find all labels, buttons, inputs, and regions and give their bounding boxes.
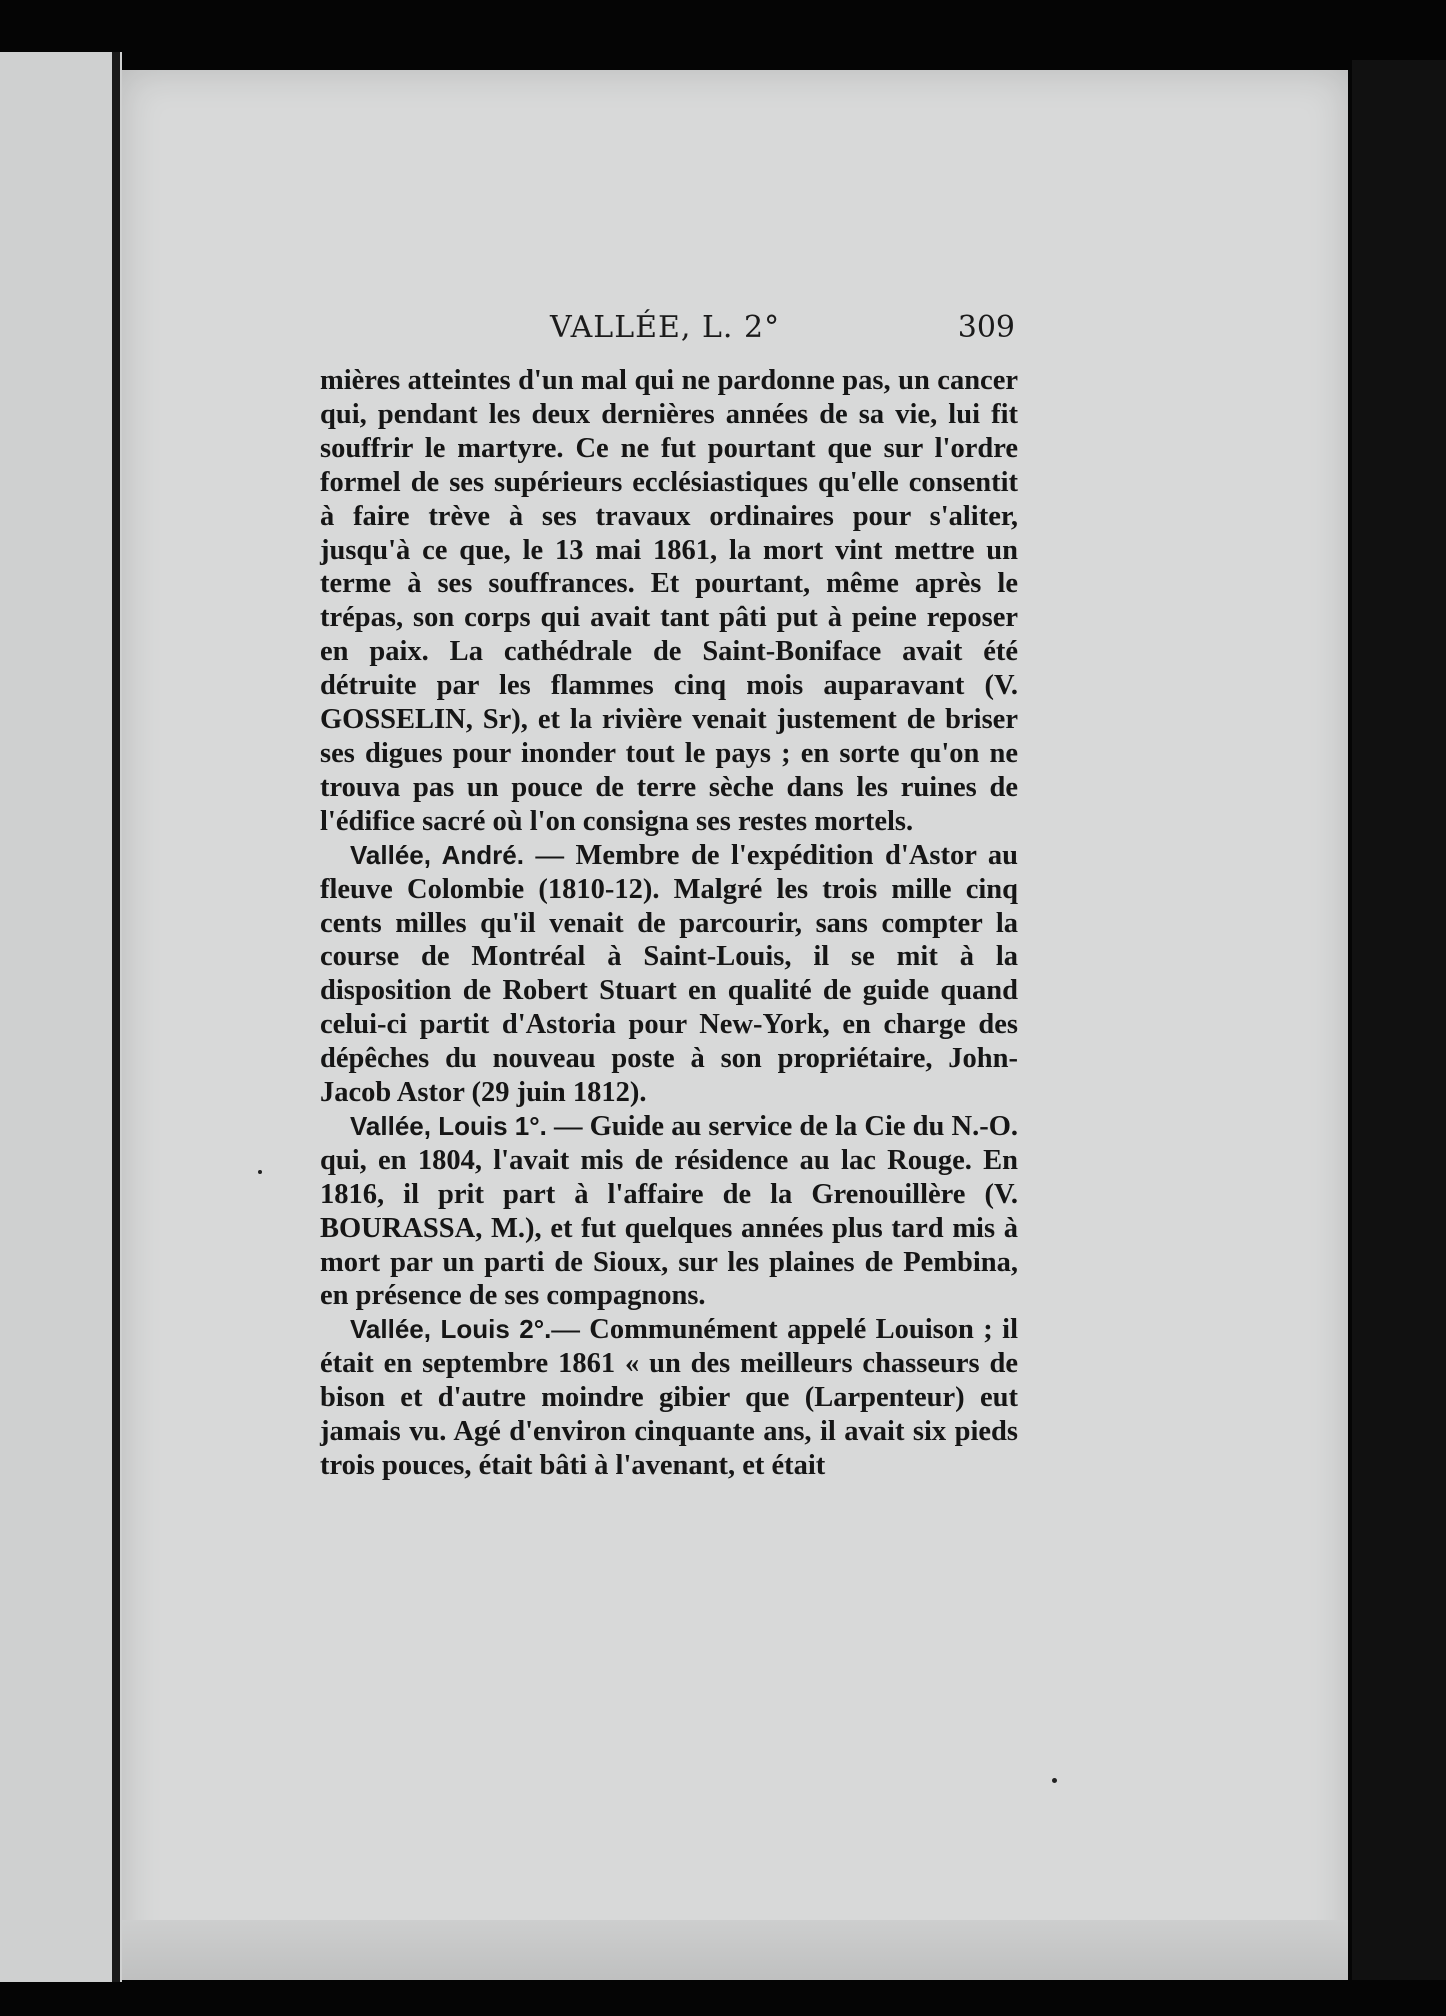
- left-facing-page-edge: [0, 52, 122, 1982]
- book-gutter: [112, 52, 120, 1982]
- entry-vallee-andre: [320, 839, 1018, 1110]
- page-bottom-shadow: [122, 1920, 1348, 1980]
- entry-name: Vallée, Louis 2°.: [350, 1314, 552, 1345]
- scan-speck: [1052, 1778, 1057, 1783]
- entry-text: — Membre de l'expédition d'Astor au fleuve Colombie (1810-12). Malgré les trois mille cinq cents milles qu'il venait de parcourir, sans compter la course de Montréal à Saint-Louis, il se mit à la disposition de Robert Stuart en qualité de guide quand celui-ci partit d'Astoria pour New-York, en charge des dépêches du nouveau poste à son propriétaire, John-Jacob Astor (29 juin 1812).: [320, 839, 1018, 1109]
- entry-vallee-louis-1: [320, 1110, 1018, 1313]
- entry-name: Vallée, André.: [350, 839, 524, 870]
- entry-name: Vallée, Louis 1°.: [350, 1110, 547, 1141]
- entry-vallee-louis-2: [320, 1313, 1018, 1483]
- entry-text: — Guide au service de la Cie du N.-O. qui, en 1804, l'avait mis de résidence au lac Rouge. En 1816, il prit part à l'affaire de la Grenouillère (V. BOURASSA, M.), et fut quelques années plus tard mis à mort par un parti de Sioux, sur les plaines de Pembina, en présence de ses compagnons.: [320, 1110, 1018, 1312]
- scan-speck: [258, 1170, 262, 1174]
- running-head: VALLÉE, L. 2°: [550, 310, 781, 345]
- body-text: [320, 364, 1018, 1483]
- page-header: [325, 310, 1015, 360]
- right-margin-background: [1352, 60, 1446, 1980]
- paragraph-continuation: [320, 364, 1018, 839]
- page-number: 309: [957, 310, 1015, 345]
- paragraph-text: mières atteintes d'un mal qui ne pardonne pas, un cancer qui, pendant les deux dernières années de sa vie, lui fit souffrir le martyre. Ce ne fut pourtant que sur l'ordre formel de ses supérieurs ecclésiastiques qu'elle consentit à faire trève à ses travaux ordinaires pour s'aliter, jusqu'à ce que, le 13 mai 1861, la mort vint mettre un terme à ses souffrances. Et pourtant, même après le trépas, son corps qui avait tant pâti put à peine reposer en paix. La cathédrale de Saint-Boniface avait été détruite par les flammes cinq mois auparavant (V. GOSSELIN, Sr), et la rivière venait justement de briser ses digues pour inonder tout le pays ; en sorte qu'on ne trouva pas un pouce de terre sèche dans les ruines de l'édifice sacré où l'on consigna ses restes mortels.: [320, 365, 1018, 837]
- entry-text: — Communément appelé Louison ; il était en septembre 1861 « un des meilleurs chasseurs de bison et d'autre moindre gibier que (Larpenteur) eut jamais vu. Agé d'environ cinquante ans, il avait six pieds trois pouces, était bâti à l'avenant, et était: [320, 1314, 1018, 1481]
